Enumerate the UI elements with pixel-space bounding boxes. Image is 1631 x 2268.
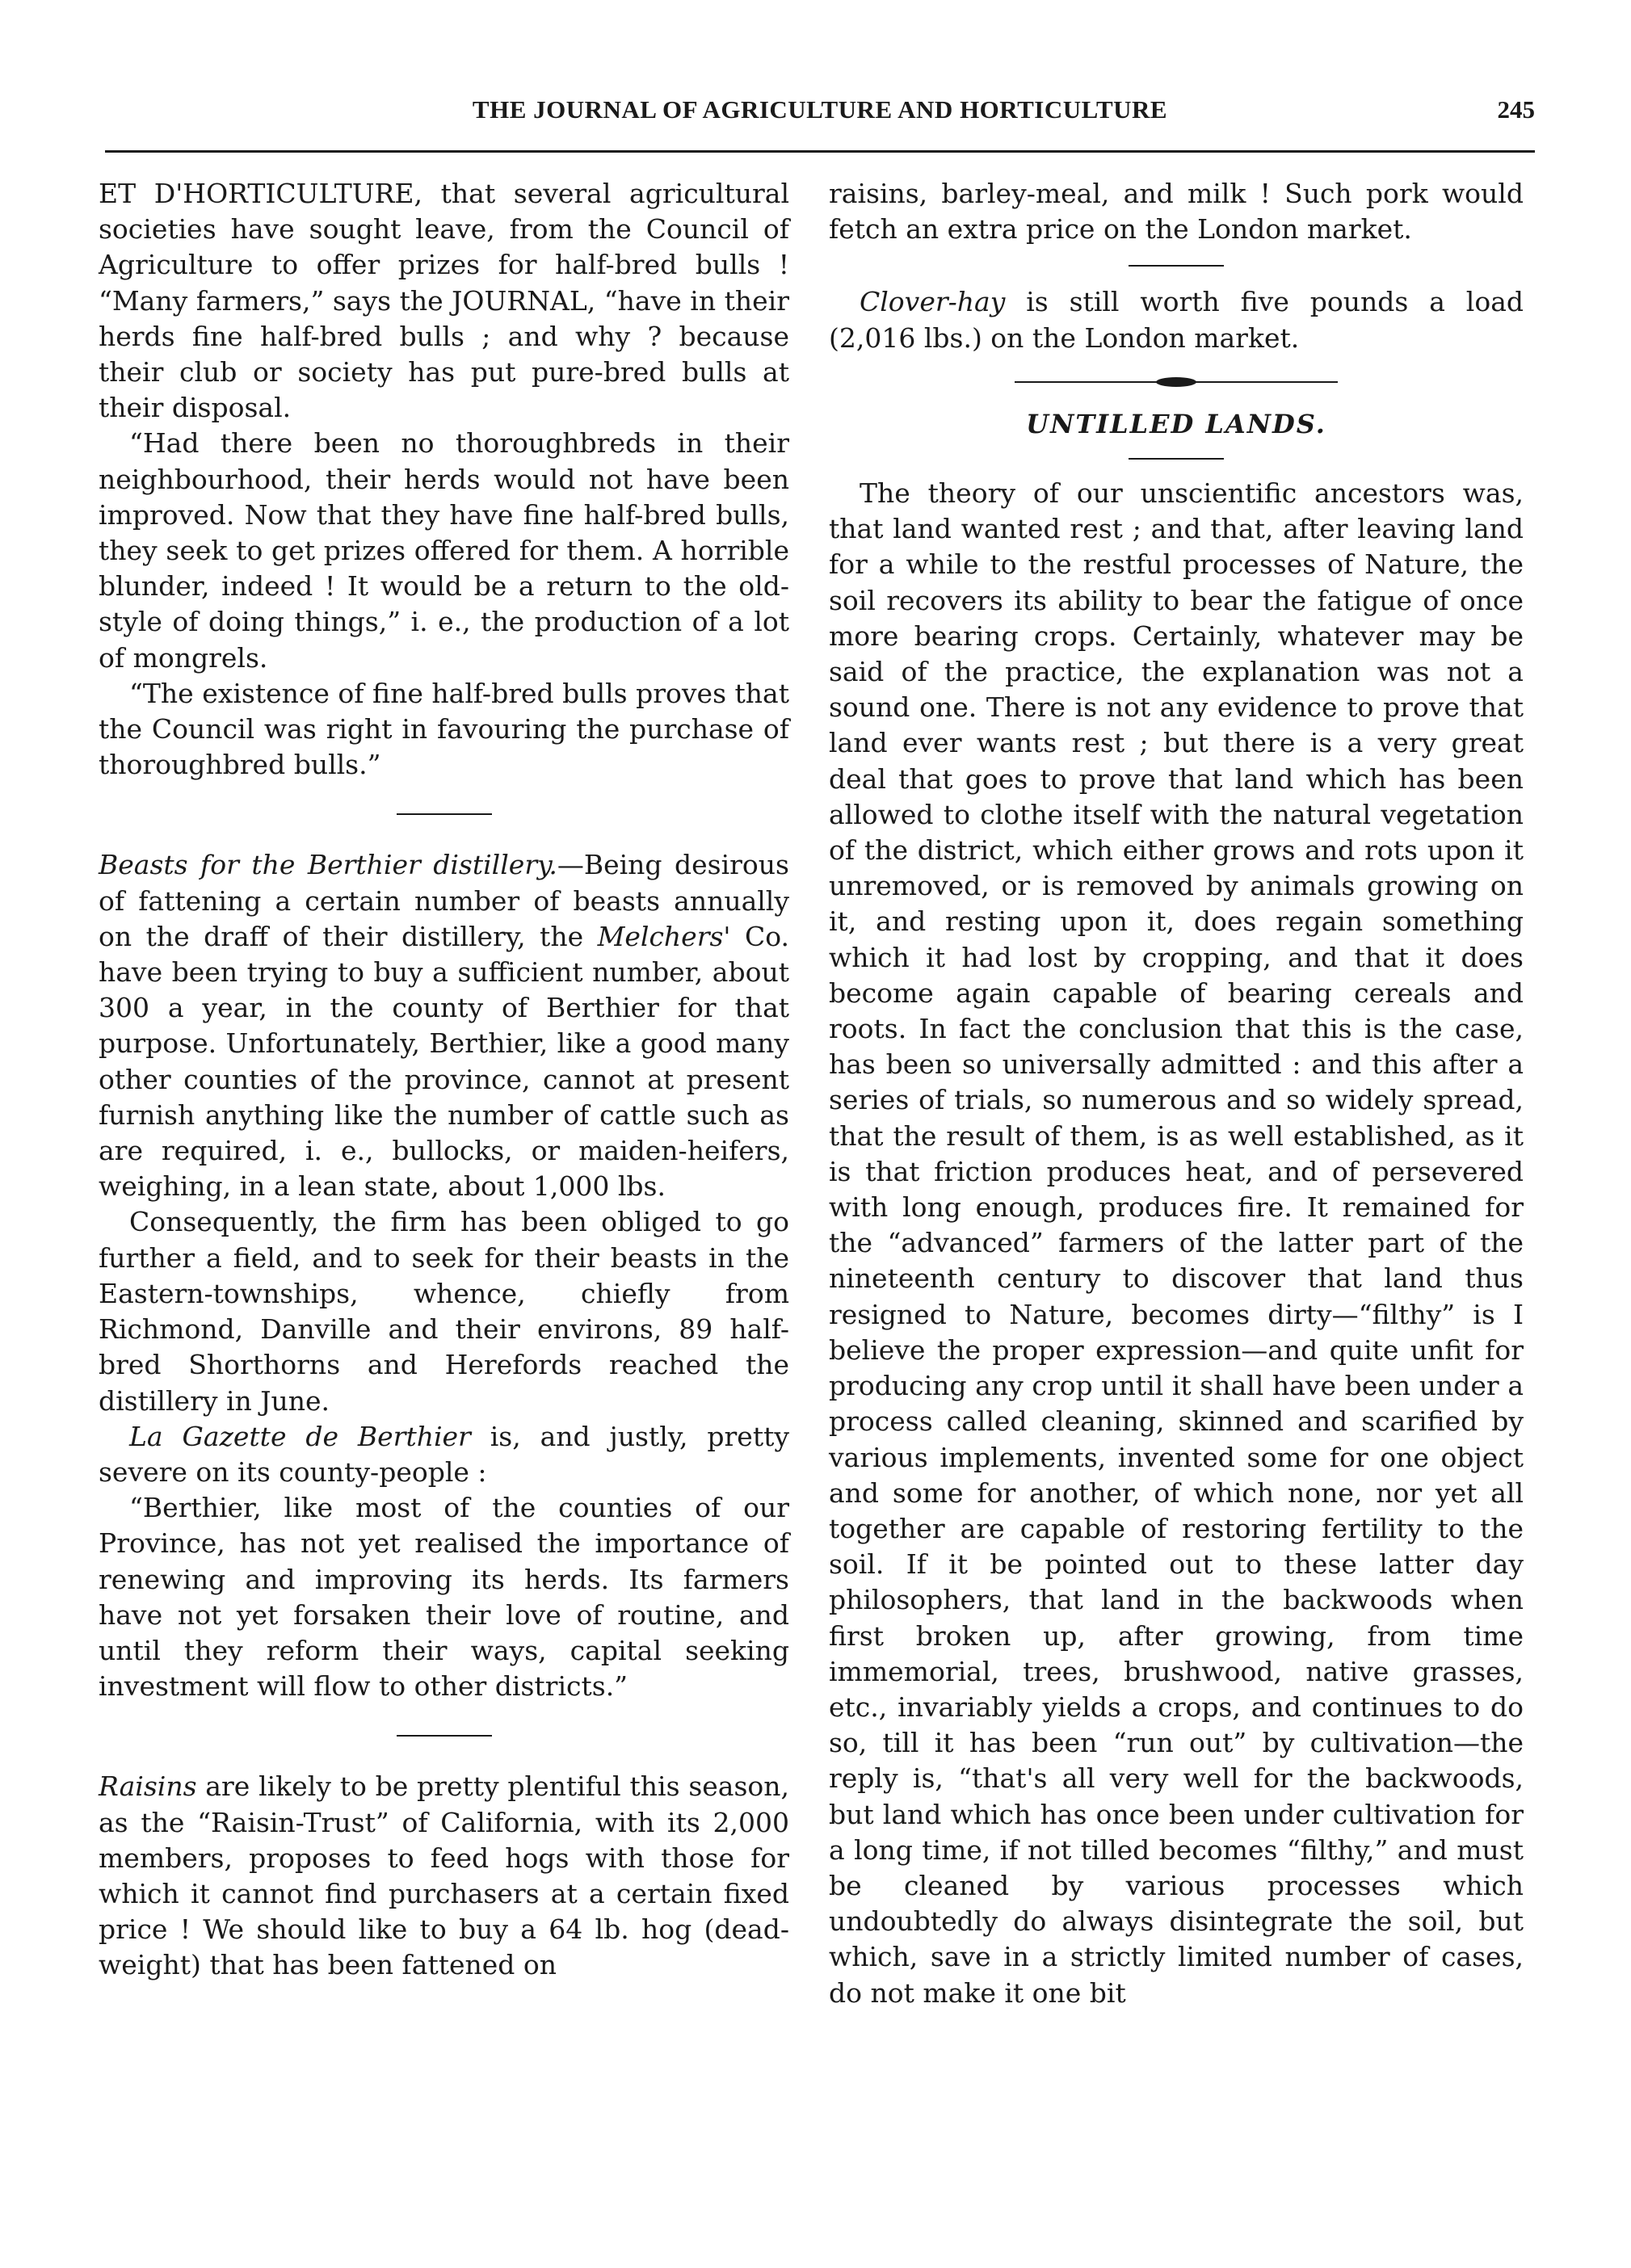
company-name: Melchers' bbox=[597, 920, 731, 952]
separator-rule bbox=[397, 813, 492, 815]
paragraph-thoroughbreds: “Had there been no thoroughbreds in their neighbourhood, their herds would not have been improved. Now that they have fine half-bred bulls, they seek to get prizes offered for them. A horrible blunder, indeed ! It would be a return to the old-style of doing things,” i. e., the production of a lot of mongrels. bbox=[99, 427, 789, 674]
paragraph-text: Co. have been trying to buy a sufficient number, about 300 a year, in the county of Berthier for that purpose. Unfortunately, Berthier, like a good many other counties of the province, cannot at present furnish anything like the number of cattle such as are required, i. e., bullocks, or maiden-heifers, weighing, in a lean state, about 1,000 lbs. bbox=[99, 920, 789, 1203]
paragraph-gazette bbox=[99, 1419, 789, 1490]
item-heading: Beasts for the Berthier distillery. bbox=[99, 849, 557, 881]
ornamental-divider bbox=[1015, 376, 1338, 388]
paragraph-clover-hay bbox=[829, 284, 1524, 355]
section-heading: UNTILLED LANDS. bbox=[1026, 408, 1326, 439]
page-number: 245 bbox=[1497, 95, 1535, 124]
paragraph-text: —Being desirous of fattening a certain number of beasts annually on the draff of their distillery, the bbox=[99, 849, 789, 952]
paragraph-gazette-quote: “Berthier, like most of the counties of our Province, has not yet realised the importance of renewing and improving its herds. Its farmers have not yet forsaken their love of routine, and until they reform their ways, capital seeking investment will flow to other districts.” bbox=[99, 1492, 789, 1703]
paragraph-text: are likely to be pretty plentiful this season, as the “Raisin-Trust” of California, with its 2,000 members, proposes to feed hogs with those for which it cannot find purchasers at a certain fixed price ! We should like to buy a 64 lb. hog (dead-weight) that has been fattened on bbox=[99, 1770, 789, 1981]
journal-title: THE JOURNAL OF AGRICULTURE AND HORTICULTURE bbox=[472, 95, 1168, 124]
paragraph-raisins bbox=[99, 1769, 789, 1983]
left-column bbox=[99, 176, 789, 1984]
journal-name-lead: ET D'HORTICULTURE, bbox=[99, 178, 422, 209]
separator-rule bbox=[397, 1735, 492, 1737]
ornament-flourish bbox=[1156, 377, 1196, 387]
paragraph-untilled-lands: The theory of our unscientific ancestors was, that land wanted rest ; and that, after leaving land for a while to the restful processes of Nature, the soil recovers its ability to bear the fatigue of once more bearing crops. Certainly, whatever may be said of the practice, the explanation was not a sound one. There is not any evidence to prove that land ever wants rest ; but there is a very great deal that goes to prove that land which has been allowed to clothe itself with the natural vegetation of the district, which either grows and rots upon it unremoved, or is removed by animals growing on it, and resting upon it, does regain something which it had lost by cropping, and that it does become again capable of bearing cereals and roots. In fact the conclusion that this is the case, has been so universally admitted : and this after a series of trials, so numerous and so widely spread, that the result of them, is as well established, as it is that friction produces heat, and of persevered with long enough, produces fire. It remained for the “advanced” farmers of the latter part of the nineteenth century to discover that land thus resigned to Nature, becomes dirty—“filthy” is I believe the proper expression—and quite unfit for producing any crop until it shall have been under a process called cleaning, skinned and scarified by various implements, invented some for one object and some for another, of which none, nor yet all together are capable of restoring fertility to the soil. If it be pointed out to these latter day philosophers, that land in the backwoods when first broken up, after growing, from time immemorial, trees, brushwood, native grasses, etc., invariably yields a crops, and continues to do so, till it has been “run out” by cultivation—the reply is, “that's all very well for the backwoods, but land which has once been under cultivation for a long time, if not tilled becomes “filthy,” and must be cleaned by various processes which undoubtedly do always disintegrate the soil, but which, save in a strictly limited number of cases, do not make it one bit bbox=[829, 477, 1524, 2009]
journal-reference: JOURNAL, bbox=[452, 284, 596, 317]
paragraph-berthier-distillery bbox=[99, 847, 789, 1204]
paragraph-text: that several agricultural societies have sought leave, from the Council of Agriculture to offer prizes for half-bred bulls ! “Many farmers,” says the bbox=[99, 178, 789, 317]
paragraph-raisins-continued: raisins, barley-meal, and milk ! Such pork would fetch an extra price on the London market. bbox=[829, 178, 1524, 246]
right-column bbox=[829, 176, 1524, 2011]
newspaper-name: La Gazette de Berthier bbox=[129, 1420, 471, 1452]
header-rule bbox=[105, 150, 1535, 153]
running-header bbox=[105, 95, 1535, 144]
paragraph-council-prizes bbox=[99, 176, 789, 426]
separator-rule bbox=[1129, 265, 1224, 267]
paragraph-text: is still worth five pounds a load (2,016 lbs.) on the London market. bbox=[829, 286, 1524, 354]
paragraph-council-right: “The existence of fine half-bred bulls proves that the Council was right in favouring the purchase of thoroughbred bulls.” bbox=[99, 677, 789, 781]
paragraph-text: is, and justly, pretty severe on its county-people : bbox=[99, 1420, 789, 1488]
paragraph-text: “have in their herds fine half-bred bulls ; and why ? because their club or society has put pure-bred bulls at their disposal. bbox=[99, 284, 789, 424]
separator-rule bbox=[1129, 458, 1224, 460]
item-heading: Clover-hay bbox=[860, 286, 1006, 318]
paragraph-eastern-townships: Consequently, the firm has been obliged to go further a field, and to seek for their beasts in the Eastern-townships, whence, chiefly from Richmond, Danville and their environs, 89 half-bred Shorthorns and Herefords reached the distillery in June. bbox=[99, 1206, 789, 1417]
item-heading: Raisins bbox=[99, 1770, 197, 1803]
